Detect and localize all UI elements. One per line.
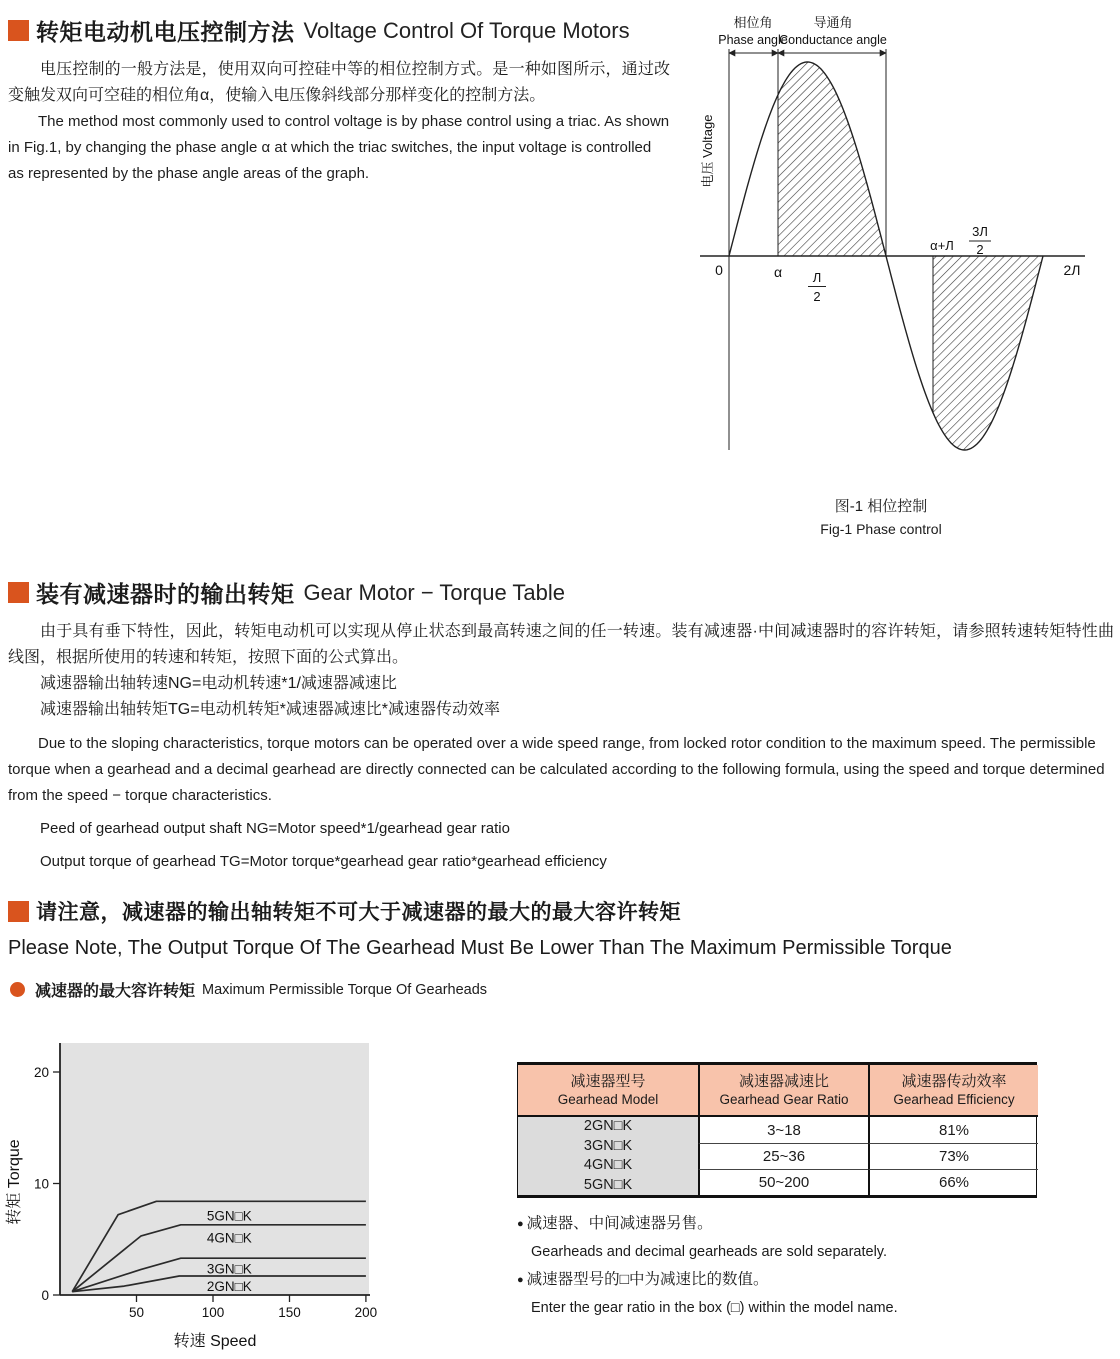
header-ratio-en: Gearhead Gear Ratio [719,1092,849,1107]
figure-caption-cn: 图-1 相位控制 [834,498,928,515]
model-name: 4GN□K [583,1157,633,1173]
ratio-cell: 25~36 [698,1143,868,1169]
conductance-angle-label-cn: 导通角 [813,15,853,30]
chart-y-axis-label: 转矩 Torque [6,1139,23,1225]
gearmotor-paragraph-cn: 由于具有垂下特性，因此，转矩电动机可以实现从停止状态到最高转速之间的任一转速。装有减速器·中间减速器时的容许转矩，请参照转速转矩特性曲线图，根据所使用的转速和转矩，按照下面的公式算出。 [8,623,1114,666]
half-pi-denominator: 2 [813,289,821,304]
alpha-label: α [773,264,783,280]
formula-torque-en: Output torque of gearhead TG=Motor torque*gearhead gear ratio*gearhead efficiency [40,853,607,870]
section-title [8,576,1114,609]
section-marker-square [8,582,29,603]
svg-text:20: 20 [33,1065,49,1080]
origin-label: 0 [715,262,723,278]
header-model-en: Gearhead Model [557,1092,659,1107]
figure-caption-en: Fig-1 Phase control [820,521,942,537]
svg-text:10: 10 [33,1176,49,1192]
section-title-en: Gear Motor − Torque Table [303,579,566,605]
svg-text:100: 100 [201,1305,225,1320]
svg-text:200: 200 [354,1305,378,1320]
formula-speed-cn: 减速器输出轴转速NG=电动机转速*1/减速器减速比 [40,675,397,692]
model-name: 3GN□K [583,1137,633,1154]
formula-speed-en: Peed of gearhead output shaft NG=Motor speed*1/gearhead gear ratio [40,820,510,837]
header-ratio-cn: 减速器减速比 [738,1073,829,1090]
section-note [8,896,1114,1001]
note-item [517,1210,1097,1266]
table-header-ratio [698,1065,868,1117]
gearmotor-paragraph-en: Due to the sloping characteristics, torque motors can be operated over a wide speed range, from locked rotor condition to the maximum speed. The permissible torque when a gearhead and a decimal gearhead are directly connected can be calculated according to the following formula, using the speed and torque determined from the speed − torque characteristics. [8,735,1105,804]
svg-text:4GN□K: 4GN□K [206,1230,252,1246]
section-marker-square [8,901,29,922]
section-gear-motor-torque [8,576,1114,875]
max-torque-label-cn: 减速器的最大容许转矩 [35,983,196,1000]
voltage-paragraph-cn: 电压控制的一般方法是，使用双向可控硅中等的相位控制方式。是一种如图所示，通过改变触发双向可空硅的相位角α，使输入电压像斜线部分那样变化的控制方法。 [8,61,670,104]
header-model-cn: 减速器型号 [570,1073,646,1090]
svg-text:150: 150 [278,1305,301,1320]
phase-angle-label-en: Phase angle [718,33,788,47]
phase-control-figure [695,5,1095,540]
model-list-cell [518,1117,698,1195]
formula-torque-cn: 减速器输出轴转矩TG=电动机转矩*减速器减速比*减速器传动效率 [40,701,501,718]
note-item [517,1266,1097,1322]
phase-control-diagram [695,5,1095,485]
section-title [8,14,670,47]
ratio-cell: 50~200 [698,1169,868,1195]
table-header-efficiency [868,1065,1038,1117]
efficiency-cell: 66% [868,1169,1038,1195]
ratio-cell: 3~18 [698,1117,868,1143]
max-torque-label-en: Maximum Permissible Torque Of Gearheads [202,981,488,998]
model-name: 2GN□K [583,1118,633,1134]
section-title-en: Voltage Control Of Torque Motors [303,17,630,43]
half-pi-numerator: Л [812,270,822,285]
svg-text:2GN□K: 2GN□K [206,1279,252,1295]
svg-text:50: 50 [128,1305,145,1320]
section-title-cn: 装有减速器时的输出转矩 [36,581,295,607]
three-half-pi-denominator: 2 [976,242,984,257]
phase-angle-label-cn: 相位角 [733,15,773,30]
svg-text:3GN□K: 3GN□K [206,1261,252,1277]
svg-text:0: 0 [41,1288,49,1303]
voltage-paragraph-en: The method most commonly used to control voltage is by phase control using a triac. As shown in Fig.1, by changing the phase angle α at which the triac switches, the input voltage is controlled as represented by the phase angle areas of the graph. [8,113,670,182]
note-text-en: Gearheads and decimal gearheads are sold separately. [531,1244,888,1260]
gearhead-table [517,1062,1037,1198]
section-marker-square [8,20,29,41]
note-text-cn: 减速器型号的□中为减速比的数值。 [526,1271,769,1288]
chart-x-axis-label: 转速 Speed [173,1333,257,1350]
note-text-cn: 减速器、中间减速器另售。 [526,1215,713,1232]
svg-text:5GN□K: 5GN□K [206,1208,252,1224]
efficiency-cell: 73% [868,1143,1038,1169]
voltage-axis-label: 电压 Voltage [700,114,715,188]
header-efficiency-cn: 减速器传动效率 [901,1073,1007,1090]
section-title [8,896,1114,926]
figure-caption [695,496,1067,540]
table-header-model [518,1065,698,1117]
note-title-cn: 请注意，减速器的输出轴转矩不可大于减速器的最大的最大容许转矩 [36,901,681,924]
conductance-angle-label-en: Conductance angle [779,33,887,47]
note-title-en: Please Note, The Output Torque Of The Gearhead Must Be Lower Than The Maximum Permissible Torque [8,937,952,959]
bullet-dot-icon: ● [517,1218,524,1230]
three-half-pi-numerator: 3Л [972,224,988,239]
section-title-cn: 转矩电动机电压控制方法 [36,19,295,45]
note-text-en: Enter the gear ratio in the box (□) within the model name. [531,1300,898,1316]
orange-dot-icon [10,982,25,997]
efficiency-cell: 81% [868,1117,1038,1143]
sine-wave-geometry [700,49,1085,450]
note-cn-line [517,1210,1097,1238]
max-torque-bullet [8,978,1114,1001]
alpha-plus-pi-label: α+Л [930,238,954,253]
torque-speed-plot [0,1030,430,1359]
header-efficiency-en: Gearhead Efficiency [893,1092,1015,1107]
section-voltage-control [8,14,670,187]
model-name: 5GN□K [583,1176,633,1193]
table-notes [517,1210,1097,1322]
torque-speed-chart [0,1030,430,1359]
note-cn-line [517,1266,1097,1294]
two-pi-label: 2Л [1063,262,1081,278]
bullet-dot-icon: ● [517,1274,524,1286]
